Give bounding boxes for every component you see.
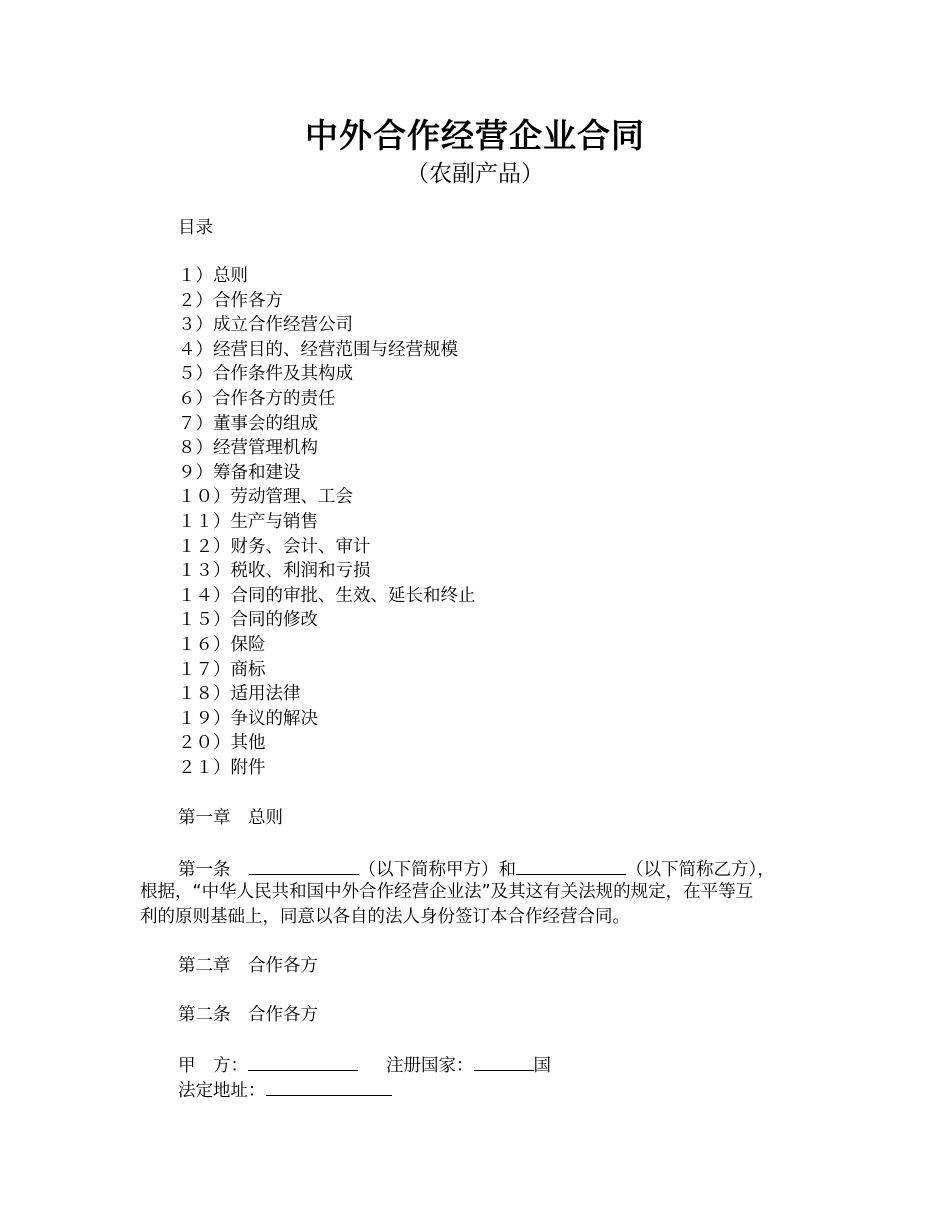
article-1-label: 第一条: [178, 860, 231, 880]
toc-item: ４）经营目的、经营范围与经营规模: [178, 339, 458, 360]
article-1-line-2: 根据，“中华人民共和国中外合作经营企业法”及其这有关法规的规定，在平等互: [140, 882, 754, 902]
toc-item: ９）筹备和建设: [178, 462, 301, 483]
chapter-2-heading: 第二章 合作各方: [178, 956, 318, 976]
country-suffix: 国: [533, 1056, 551, 1076]
address-label: 法定地址：: [178, 1081, 266, 1101]
toc-item: ７）董事会的组成: [178, 413, 318, 434]
toc-item: ８）经营管理机构: [178, 438, 318, 459]
toc-item: ２１）附件: [178, 757, 266, 778]
party-b-blank[interactable]: [516, 856, 626, 875]
toc-item: １８）适用法律: [178, 684, 301, 705]
toc-item: １１）生产与销售: [178, 511, 318, 532]
document-subtitle: （农副产品）: [406, 161, 544, 187]
article-1-line-3: 利的原则基础上，同意以各自的法人身份签订本合作经营合同。: [140, 907, 630, 927]
toc-item: ６）合作各方的责任: [178, 388, 336, 409]
address-line: [178, 1077, 392, 1103]
toc-item: １９）争议的解决: [178, 708, 318, 729]
toc-item: １４）合同的审批、生效、延长和终止: [178, 585, 476, 606]
toc-item: ５）合作条件及其构成: [178, 364, 353, 385]
article-1-line-1: [178, 856, 775, 882]
party-a-label: 甲 方：: [178, 1056, 248, 1076]
chapter-1-heading: 第一章 总则: [178, 808, 283, 828]
toc-item: １２）财务、会计、审计: [178, 536, 371, 557]
address-field[interactable]: [266, 1077, 392, 1096]
toc-item: １）总则: [178, 266, 248, 286]
toc-item: １０）劳动管理、工会: [178, 487, 353, 508]
party-a-name-field[interactable]: [248, 1052, 358, 1071]
toc-item: １３）税收、利润和亏损: [178, 561, 371, 582]
party-a-line: [178, 1052, 551, 1078]
article-1-mid: （以下简称甲方）和: [358, 860, 516, 880]
toc-heading: 目录: [178, 218, 213, 238]
country-label: 注册国家：: [386, 1056, 474, 1076]
country-field[interactable]: [474, 1052, 534, 1071]
document-title: 中外合作经营企业合同: [305, 116, 645, 155]
article-1-end: （以下简称乙方），: [626, 860, 775, 880]
article-2-heading: 第二条 合作各方: [178, 1005, 318, 1025]
toc-item: ２）合作各方: [178, 290, 283, 311]
table-of-contents: [178, 264, 476, 780]
party-a-blank[interactable]: [249, 856, 359, 875]
toc-item: ２０）其他: [178, 733, 266, 754]
toc-item: ３）成立合作经营公司: [178, 315, 353, 336]
toc-item: １５）合同的修改: [178, 610, 318, 631]
toc-item: １６）保险: [178, 634, 266, 655]
toc-item: １７）商标: [178, 659, 266, 680]
